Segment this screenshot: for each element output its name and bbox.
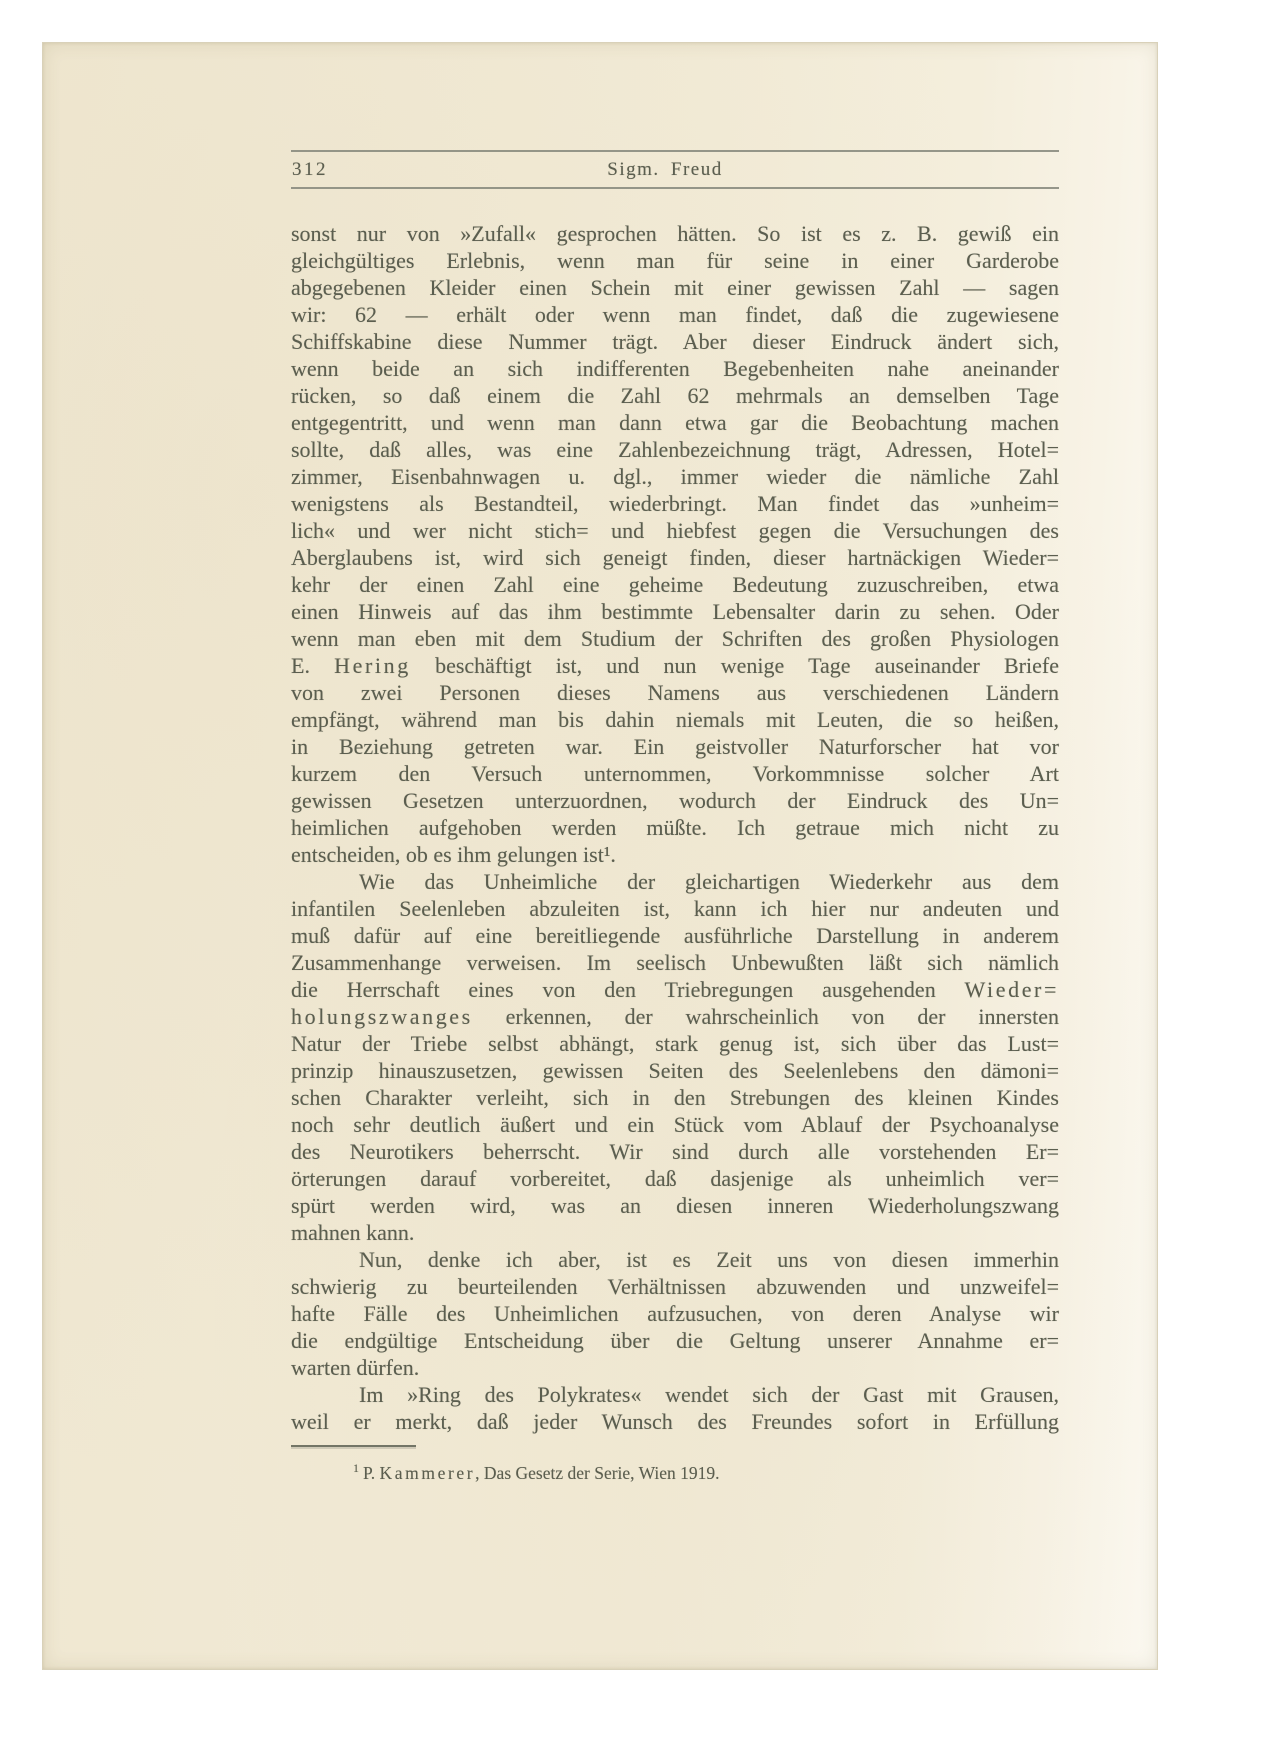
- book-page: [42, 42, 1158, 1670]
- text-line: rücken, so daß einem die Zahl 62 mehrmals an demselben Tage: [291, 383, 1059, 408]
- text-line: wenigstens als Bestandteil, wiederbringt. Man findet das »unheim=: [291, 491, 1059, 516]
- text-line: warten dürfen.: [291, 1355, 420, 1380]
- text-line: Wie das Unheimliche der gleichartigen Wiederkehr aus dem: [359, 869, 1059, 894]
- text-line: kurzem den Versuch unternommen, Vorkommnisse solcher Art: [291, 761, 1059, 786]
- text-line: hafte Fälle des Unheimlichen aufzusuchen, von deren Analyse wir: [291, 1301, 1059, 1326]
- text-line: die endgültige Entscheidung über die Geltung unserer Annahme er=: [291, 1328, 1059, 1353]
- header-rule-top: [291, 150, 1059, 152]
- text-line: mahnen kann.: [291, 1220, 415, 1245]
- text-line: empfängt, während man bis dahin niemals mit Leuten, die so heißen,: [291, 707, 1059, 732]
- header-rule-bottom: [291, 187, 1059, 189]
- text-line: wir: 62 — erhält oder wenn man findet, daß die zugewiesene: [291, 302, 1059, 327]
- text-line: abgegebenen Kleider einen Schein mit einer gewissen Zahl — sagen: [291, 275, 1059, 300]
- text-line: kehr der einen Zahl eine geheime Bedeutung zuzuschreiben, etwa: [291, 572, 1059, 597]
- page-number: 312: [292, 159, 328, 180]
- text-line: muß dafür auf eine bereitliegende ausführliche Darstellung in anderem: [291, 923, 1059, 948]
- text-line: entscheiden, ob es ihm gelungen ist¹.: [291, 842, 616, 867]
- text-line: E. Hering beschäftigt ist, und nun wenige Tage auseinander Briefe: [291, 653, 1059, 678]
- text-line: die Herrschaft eines von den Triebregungen ausgehenden Wieder=: [291, 977, 1059, 1002]
- text-line: spürt werden wird, was an diesen inneren Wiederholungszwang: [291, 1193, 1059, 1218]
- text-line: infantilen Seelenleben abzuleiten ist, kann ich hier nur andeuten und: [291, 896, 1059, 921]
- text-line: gleichgültiges Erlebnis, wenn man für seine in einer Garderobe: [291, 248, 1059, 273]
- text-line: lich« und wer nicht stich= und hiebfest gegen die Versuchungen des: [291, 518, 1059, 543]
- text-line: zimmer, Eisenbahnwagen u. dgl., immer wieder die nämliche Zahl: [291, 464, 1059, 489]
- text-line: prinzip hinauszusetzen, gewissen Seiten des Seelenlebens den dämoni=: [291, 1058, 1059, 1083]
- body-text: [291, 220, 1059, 1435]
- text-line: sollte, daß alles, was eine Zahlenbezeichnung trägt, Adressen, Hotel=: [291, 437, 1059, 462]
- text-line: weil er merkt, daß jeder Wunsch des Freundes sofort in Erfüllung: [291, 1409, 1059, 1434]
- text-line: schwierig zu beurteilenden Verhältnissen abzuwenden und unzweifel=: [291, 1274, 1059, 1299]
- text-line: Schiffskabine diese Nummer trägt. Aber dieser Eindruck ändert sich,: [291, 329, 1059, 354]
- text-line: schen Charakter verleiht, sich in den Strebungen des kleinen Kindes: [291, 1085, 1059, 1110]
- text-line: gewissen Gesetzen unterzuordnen, wodurch der Eindruck des Un=: [291, 788, 1059, 813]
- text-line: Natur der Triebe selbst abhängt, stark genug ist, sich über das Lust=: [291, 1031, 1059, 1056]
- text-line: sonst nur von »Zufall« gesprochen hätten. So ist es z. B. gewiß ein: [291, 221, 1059, 246]
- text-line: heimlichen aufgehoben werden müßte. Ich getraue mich nicht zu: [291, 815, 1059, 840]
- footnote-divider: [291, 1445, 416, 1447]
- footnote-text: P. Kammerer, Das Gesetz der Serie, Wien 1919.: [363, 1463, 720, 1483]
- page-header: [291, 159, 1059, 185]
- text-line: entgegentritt, und wenn man dann etwa gar die Beobachtung machen: [291, 410, 1059, 435]
- text-line: von zwei Personen dieses Namens aus verschiedenen Ländern: [291, 680, 1059, 705]
- text-line: Im »Ring des Polykrates« wendet sich der Gast mit Grausen,: [359, 1382, 1059, 1407]
- footnote-marker: 1: [353, 1461, 359, 1476]
- text-line: wenn beide an sich indifferenten Begebenheiten nahe aneinander: [291, 356, 1059, 381]
- footnote: [291, 1462, 1059, 1484]
- running-title: Sigm. Freud: [607, 159, 723, 180]
- text-line: einen Hinweis auf das ihm bestimmte Lebensalter darin zu sehen. Oder: [291, 599, 1059, 624]
- text-line: wenn man eben mit dem Studium der Schriften des großen Physiologen: [291, 626, 1059, 651]
- text-line: holungszwanges erkennen, der wahrscheinlich von der innersten: [291, 1004, 1059, 1029]
- text-line: örterungen darauf vorbereitet, daß dasjenige als unheimlich ver=: [291, 1166, 1059, 1191]
- text-line: Zusammenhange verweisen. Im seelisch Unbewußten läßt sich nämlich: [291, 950, 1059, 975]
- text-line: in Beziehung getreten war. Ein geistvoller Naturforscher hat vor: [291, 734, 1059, 759]
- text-line: Aberglaubens ist, wird sich geneigt finden, dieser hartnäckigen Wieder=: [291, 545, 1059, 570]
- text-line: des Neurotikers beherrscht. Wir sind durch alle vorstehenden Er=: [291, 1139, 1059, 1164]
- text-line: noch sehr deutlich äußert und ein Stück vom Ablauf der Psychoanalyse: [291, 1112, 1059, 1137]
- text-line: Nun, denke ich aber, ist es Zeit uns von diesen immerhin: [359, 1247, 1059, 1272]
